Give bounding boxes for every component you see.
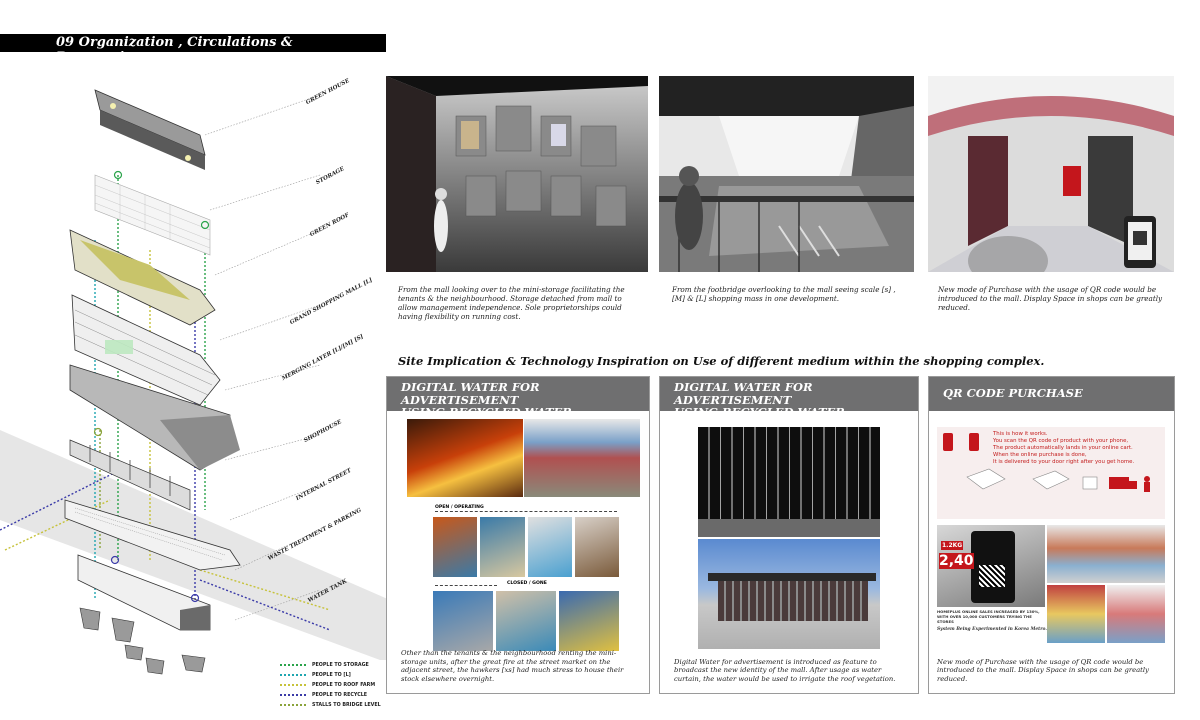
label-waste-treatment: WASTE TREATMENT & PARKING (267, 507, 363, 562)
title-bar (0, 34, 386, 65)
qr-phone-photo: 1.2KG 2,40 (937, 525, 1045, 607)
panel-title: QR CODE PURCHASE (929, 377, 1174, 411)
label-water-tank: WATER TANK (307, 578, 349, 604)
system-text: System Being Experimented in Korea Metro. (937, 627, 1047, 632)
hawker-photos-row-2 (433, 591, 619, 651)
panel-digital-water-hawkers (386, 376, 650, 694)
water-curtain-photo (698, 427, 880, 537)
caption-footbridge: From the footbridge overlooking to the mall seeing scale [s] , [M] & [L] shopping mass in one development. (672, 285, 896, 303)
legend-item: PEOPLE TO ROOF FARM (280, 680, 381, 690)
stat-text: HOMEPLUS ONLINE SALES INCREASED BY 130%, WITH OVER 10,000 CUSTOMERS TRYING THE STORES (937, 609, 1040, 624)
section-heading: Site Implication & Technology Inspiration on Use of different medium within the shopping complex. (398, 354, 1045, 368)
exploded-axonometric-diagram (0, 60, 390, 720)
label-closed-gone: CLOSED / GONE (507, 581, 547, 586)
label-storage: STORAGE (315, 166, 346, 186)
page-title: 09 Organization , Circulations & Perspectives (56, 35, 293, 65)
label-merging-layer: MERGING LAYER [L]/[M] [S] (281, 333, 365, 382)
legend-item: PEOPLE TO RECYCLE (280, 690, 381, 700)
panel-caption: Digital Water for advertisement is introduced as feature to broadcast the new identity of the mall. After usage as water curtain, the water would be used to irrigate the roof vegetation. (674, 657, 896, 683)
label-green-house: GREEN HOUSE (305, 77, 351, 106)
circulation-legend (280, 660, 381, 710)
supermarket-photos (1047, 525, 1165, 643)
pavilion-photo (698, 539, 880, 649)
panel-caption: Other than the tenants & the neighbourhood renting the mini-storage units, after the great fire at the street market on the adjacent street, the hawkers [xs] had much stress to house their stock elsewhere overnight. (401, 649, 624, 683)
perspective-image-footbridge (659, 76, 914, 272)
legend-item: PEOPLE TO [L] (280, 670, 381, 680)
qr-process-graphic: This is how it works. You scan the QR code of product with your phone, The product automatically lands in your online cart. When the online purchase is done, It is delivered to your door right after you get home. (937, 427, 1165, 519)
hawker-photos-row-1 (433, 517, 619, 577)
label-internal-street: INTERNAL STREET (295, 467, 353, 502)
caption-qr-mall: New mode of Purchase with the usage of QR code would be introduced to the mall. Display Space in shops can be greatly reduced. (938, 285, 1163, 312)
label-shophouse: SHOPHOUSE (303, 419, 343, 444)
panel-title: DIGITAL WATER FOR ADVERTISEMENT USING RECYCLED WATER (387, 377, 649, 411)
panel-caption: New mode of Purchase with the usage of QR code would be introduced to the mall. Display Space in shops can be greatly reduced. (937, 657, 1149, 683)
market-photo (524, 419, 640, 497)
caption-mini-storage: From the mall looking over to the mini-storage facilitating the tenants & the neighbourhood. Storage detached from mall to allow management independence. Sole proprietorships could having flexibility on running cost. (398, 285, 625, 321)
panel-digital-water-feature (659, 376, 919, 694)
perspective-image-qr-mall (928, 76, 1174, 272)
perspective-image-mini-storage (386, 76, 648, 272)
label-green-roof: GREEN ROOF (309, 212, 351, 238)
label-open-operating: OPEN / OPERATING (435, 505, 484, 510)
legend-item: PEOPLE TO STORAGE (280, 660, 381, 670)
panel-qr-code-purchase (928, 376, 1175, 694)
panel-title: DIGITAL WATER FOR ADVERTISEMENT USING RECYCLED WATER (660, 377, 918, 411)
fire-photo (407, 419, 523, 497)
legend-item: STALLS TO BRIDGE LEVEL (280, 700, 381, 710)
label-grand-shopping-mall: GRAND SHOPPING MALL [L] (289, 277, 374, 326)
